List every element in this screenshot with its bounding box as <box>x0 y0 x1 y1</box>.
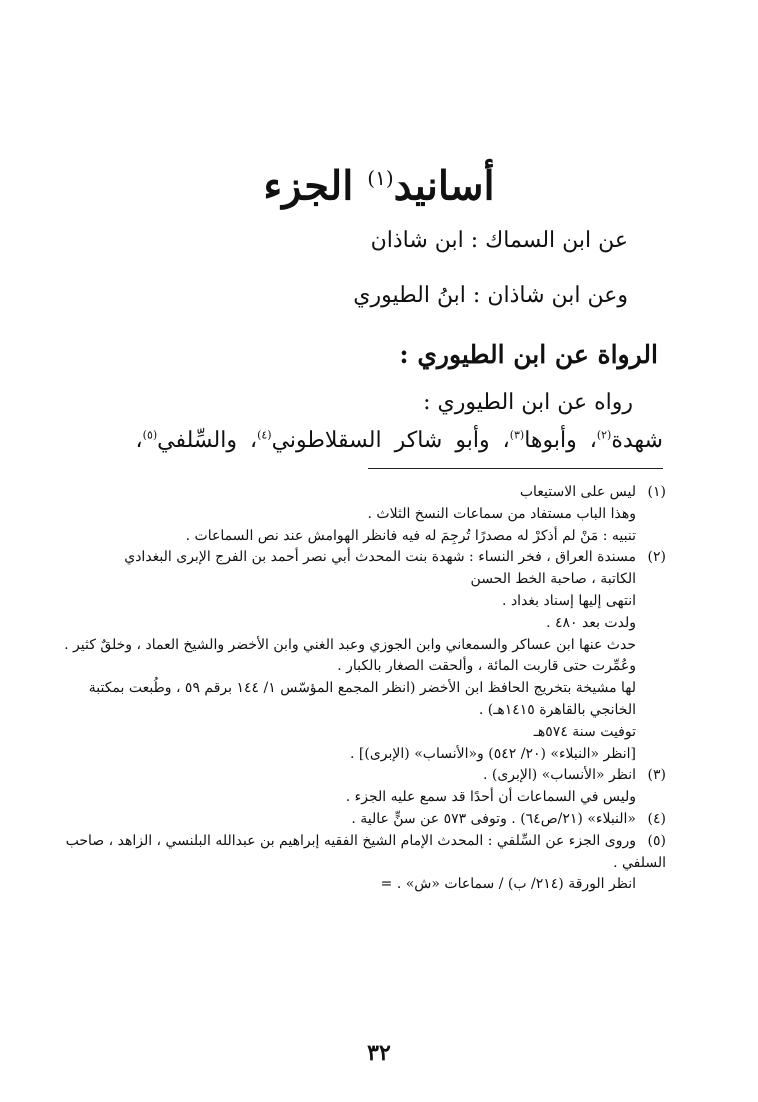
footnote-text: ليس على الاستيعاب <box>519 484 636 500</box>
footnote-text: حدث عنها ابن عساكر والسمعاني وابن الجوزي وعبد الغني وابن الأخضر والشيخ العماد ، وخلقٌ كثير . <box>64 636 636 653</box>
footnote-text: تنبيه : مَنْ لم أذكرْ له مصدرًا تُرجِمَ له فيه فانظر الهوامش عند نص السماعات . <box>185 527 636 544</box>
footnote-line <box>60 874 666 896</box>
footnote-text: انتهى إليها إسناد بغداد . <box>502 592 636 609</box>
narrators-line <box>90 428 663 453</box>
footnote-text: وهذا الباب مستفاد من سماعات النسخ الثلاث . <box>367 505 636 522</box>
title-word-juz: الجزء <box>263 162 354 210</box>
footnote-text: الكاتبة ، صاحبة الخط الحسن <box>470 571 636 588</box>
footnote-line <box>60 787 666 809</box>
footnote-line <box>60 656 666 678</box>
footnote-separator <box>368 468 663 469</box>
footnote-line <box>60 526 666 548</box>
narrator-shuhda: شهدة <box>611 428 663 453</box>
subheading: رواه عن ابن الطيوري : <box>423 390 633 415</box>
footnote-text: انظر الورقة (٢١٤/ ب) / سماعات «ش» . = <box>380 876 636 893</box>
page-title <box>0 148 758 216</box>
footnotes <box>60 482 666 896</box>
footnote-text: ولدت بعد ٤٨٠ . <box>546 614 636 631</box>
footnote-line <box>60 613 666 635</box>
footnote-text: وليس في السماعات أن أحدًا قد سمع عليه الجزء . <box>345 789 636 806</box>
footnote-line <box>60 678 666 722</box>
footnote-text: وروى الجزء عن السِّلفي : المحدث الإمام الشيخ الفقيه إبراهيم بن عبدالله البلنسي ، الزاهد ، صاحب السلفي . <box>65 832 666 871</box>
footnote-line <box>60 482 666 504</box>
narrator-abuha: ، وأبوها <box>524 428 597 453</box>
isnad-line-2: وعن ابن شاذان : ابنُ الطيوري <box>353 283 628 308</box>
footnote-ref[interactable]: (٣) <box>509 428 525 442</box>
footnote-number: (٣) <box>647 767 666 784</box>
footnote-text: توفيت سنة ٥٧٤هـ <box>533 723 636 740</box>
page-number: ٣٢ <box>367 1040 391 1066</box>
footnote-line <box>60 744 666 766</box>
footnote-text: [انظر «النبلاء» (٢٠/ ٥٤٢) و«الأنساب» (الإبرى)] . <box>350 745 636 762</box>
footnote-ref[interactable]: (٢) <box>596 428 612 442</box>
footnote-number: (٤) <box>647 810 666 827</box>
footnote-text: «النبلاء» (٢١/ص٦٤) . وتوفى ٥٧٣ عن سنٍّ عالية . <box>351 810 636 827</box>
footnote-line <box>60 547 666 569</box>
footnote-number: (٥) <box>647 832 666 849</box>
footnote-line <box>60 569 666 591</box>
footnote-text: مسندة العراق ، فخر النساء : شهدة بنت المحدث أبي نصر أحمد بن الفرج الإبرى البغدادي <box>124 549 636 566</box>
footnote-ref[interactable]: (٥) <box>142 428 158 442</box>
footnote-line <box>60 635 666 657</box>
footnote-line <box>60 504 666 526</box>
footnote-text: وعُمِّرت حتى قاربت المائة ، وألحقت الصغار بالكبار . <box>337 658 636 675</box>
footnote-number: (١) <box>647 484 666 500</box>
footnote-line <box>60 591 666 613</box>
section-heading: الرواة عن ابن الطيوري : <box>399 340 658 369</box>
narrator-silafi: ، والسِّلفي <box>157 428 258 453</box>
title-word-asanid: أسانيد <box>393 162 495 210</box>
footnote-line <box>60 809 666 831</box>
footnote-number: (٢) <box>647 549 666 566</box>
trailing-comma: ، <box>135 428 143 453</box>
isnad-line-1: عن ابن السماك : ابن شاذان <box>370 228 628 253</box>
footnote-ref[interactable]: (١) <box>367 166 394 190</box>
footnote-text: انظر «الأنساب» (الإبرى) . <box>482 767 636 784</box>
footnote-line <box>60 831 666 875</box>
footnote-text: لها مشيخة بتخريج الحافظ ابن الأخضر (انظر المجمع المؤسّس ١/ ١٤٤ برقم ٥٩ ، وطُبعت بمكتبة الخانجي بالقاهرة ١٤١٥هـ) . <box>88 680 636 718</box>
footnote-line <box>60 765 666 787</box>
footnote-line <box>60 722 666 744</box>
footnote-ref[interactable]: (٤) <box>257 428 272 442</box>
narrator-abu-shakir: ، وأبو شاكر السقلاطوني <box>271 428 510 453</box>
